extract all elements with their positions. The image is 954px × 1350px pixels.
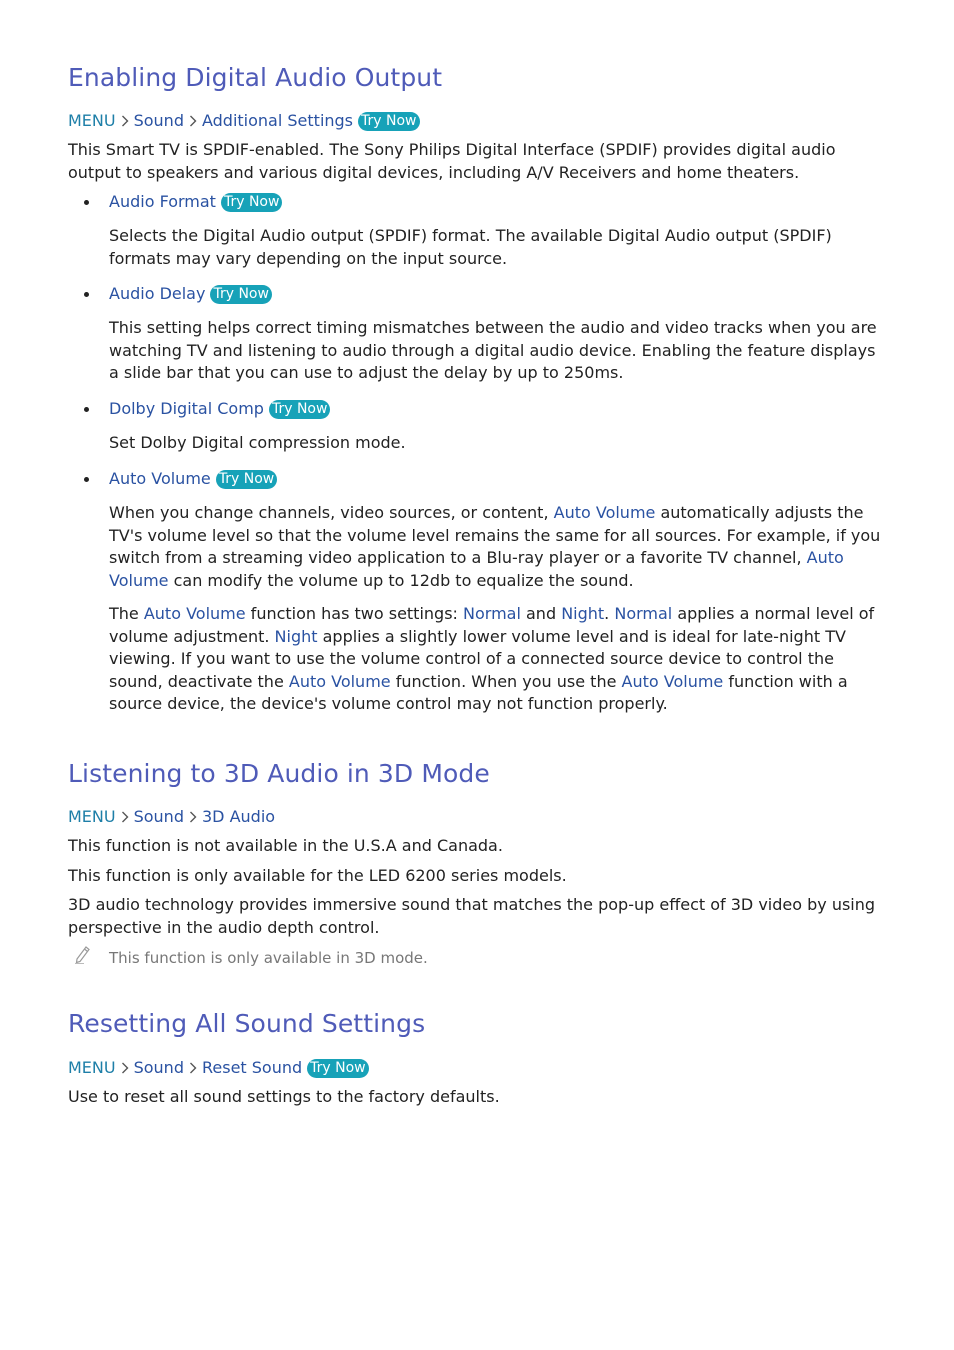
bullet-icon	[84, 292, 89, 297]
3d-audio-availability-1: This function is not available in the U.S.A and Canada.	[68, 836, 503, 855]
breadcrumb-additional-settings[interactable]: Additional Settings	[201, 111, 354, 130]
chevron-right-icon	[116, 1057, 134, 1079]
auto-volume-desc-1: When you change channels, video sources, or content, Auto Volume automatically adjusts the TV's volume level so that the volume level remains the same for all sources. For example, if you switch from a streaming video application to a Blu-ray player or a favorite TV channel, Auto Volume can modify the volume up to 12db to equalize the sound.	[109, 503, 881, 590]
list-item-audio-format	[68, 191, 888, 270]
try-now-button[interactable]: Try Now	[307, 1059, 368, 1078]
try-now-button[interactable]: Try Now	[210, 285, 271, 304]
breadcrumb-digital-audio	[68, 110, 420, 132]
try-now-button[interactable]: Try Now	[269, 400, 330, 419]
breadcrumb-reset-sound-item[interactable]: Reset Sound	[201, 1058, 303, 1077]
breadcrumb-reset-sound	[68, 1057, 369, 1079]
list-item-auto-volume	[68, 468, 888, 716]
breadcrumb-menu[interactable]: MENU	[68, 111, 116, 130]
bullet-icon	[84, 477, 89, 482]
breadcrumb-sound[interactable]: Sound	[133, 111, 184, 130]
auto-volume-link[interactable]: Auto Volume	[109, 469, 211, 488]
breadcrumb-3d-audio	[68, 806, 275, 828]
list-item-dolby-digital-comp	[68, 398, 888, 455]
pencil-note-icon	[74, 944, 92, 969]
audio-delay-desc: This setting helps correct timing mismatches between the audio and video tracks when you are watching TV and listening to audio through a digital audio device. Enabling the feature displays a slide bar that you can use to adjust the delay by up to 250ms.	[109, 318, 877, 382]
bullet-icon	[84, 407, 89, 412]
try-now-button[interactable]: Try Now	[221, 193, 282, 212]
section-title-reset-sound: Resetting All Sound Settings	[68, 1009, 426, 1038]
list-item-audio-delay	[68, 283, 888, 385]
dolby-digital-comp-desc: Set Dolby Digital compression mode.	[109, 433, 406, 452]
audio-format-desc: Selects the Digital Audio output (SPDIF) format. The available Digital Audio output (SPDIF) formats may vary depending on the input source.	[109, 226, 832, 268]
dolby-digital-comp-link[interactable]: Dolby Digital Comp	[109, 399, 264, 418]
note-text: This function is only available in 3D mode.	[109, 949, 428, 967]
try-now-button[interactable]: Try Now	[358, 112, 419, 131]
auto-volume-desc-2: The Auto Volume function has two settings: Normal and Night. Normal applies a normal level of volume adjustment. Night applies a slightly lower volume level and is ideal for late-night TV viewing. If you want to use the volume control of a connected source device to control the sound, deactivate the Auto Volume function. When you use the Auto Volume function with a source device, the device's volume control may not function properly.	[109, 604, 875, 713]
intro-paragraph: This Smart TV is SPDIF-enabled. The Sony Philips Digital Interface (SPDIF) provides digital audio output to speakers and various digital devices, including A/V Receivers and home theaters.	[68, 140, 836, 182]
try-now-button[interactable]: Try Now	[216, 470, 277, 489]
chevron-right-icon	[184, 110, 202, 132]
section-title-digital-audio: Enabling Digital Audio Output	[68, 63, 443, 92]
breadcrumb-sound[interactable]: Sound	[133, 807, 184, 826]
breadcrumb-menu[interactable]: MENU	[68, 1058, 116, 1077]
section-title-3d-audio: Listening to 3D Audio in 3D Mode	[68, 759, 490, 788]
3d-audio-availability-2: This function is only available for the LED 6200 series models.	[68, 866, 567, 885]
audio-delay-link[interactable]: Audio Delay	[109, 284, 206, 303]
audio-format-link[interactable]: Audio Format	[109, 192, 216, 211]
reset-sound-desc: Use to reset all sound settings to the factory defaults.	[68, 1087, 500, 1106]
chevron-right-icon	[184, 1057, 202, 1079]
chevron-right-icon	[184, 806, 202, 828]
breadcrumb-menu[interactable]: MENU	[68, 807, 116, 826]
note-3d-mode	[68, 948, 888, 968]
breadcrumb-3d-audio-item[interactable]: 3D Audio	[201, 807, 276, 826]
chevron-right-icon	[116, 806, 134, 828]
breadcrumb-sound[interactable]: Sound	[133, 1058, 184, 1077]
chevron-right-icon	[116, 110, 134, 132]
3d-audio-desc: 3D audio technology provides immersive sound that matches the pop-up effect of 3D video by using perspective in the audio depth control.	[68, 895, 876, 937]
bullet-icon	[84, 200, 89, 205]
